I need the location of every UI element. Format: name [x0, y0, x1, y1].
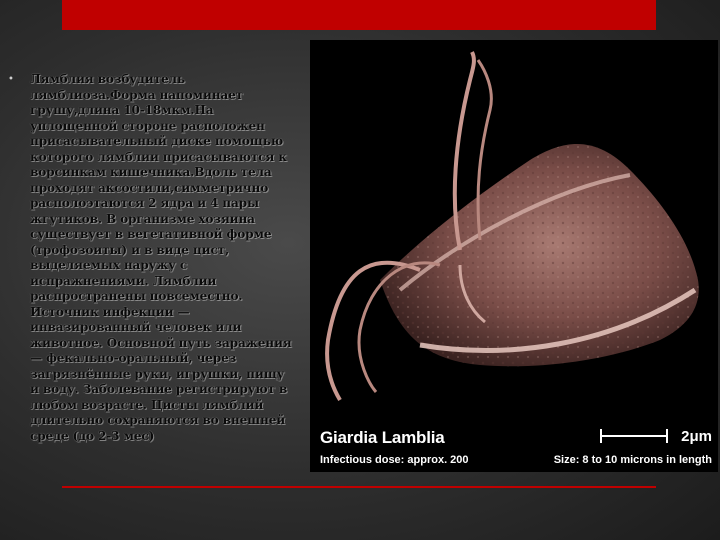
scale-bar-tick — [666, 429, 668, 443]
slide-body-text: Лямблия возбудитель лямблиоза.Форма напоминает грушу,длина 10-18мкм.На уплощенной стороне расположен присасывательный диске помощью которого лямблии присасываются к ворсинкам кишечника.Вдоль тела проходят аксостили,симметрично располоэтаются 2 ядра и 4 пары жгутиков. В организме хозяина существует в вегетативной форме (трофозоиты) и в виде цист, выделяемых наружу с испражнениями. Лямблии распространены повсеместно. Источник инфекции — инвазированный человек или животное. Основной путь заражения — фекально-оральный, через загрязнённые руки, игрушки, пищу и воду. Заболевание регистрируют в любом возрасте. Цисты лямблий длительно сохраняются во внешней среде (до 2-3 мес) — [30, 72, 292, 443]
infectious-dose-caption: Infectious dose: approx. 200 — [320, 454, 469, 466]
scale-label: 2μm — [681, 428, 712, 445]
bullet-marker: • — [8, 74, 14, 85]
bottom-divider — [62, 486, 656, 488]
giardia-organism-illustration — [310, 40, 718, 472]
image-caption-title: Giardia Lamblia — [320, 428, 445, 447]
top-accent-bar — [62, 0, 656, 30]
size-caption: Size: 8 to 10 microns in length — [553, 454, 712, 466]
microscope-image — [310, 40, 718, 472]
scale-bar — [600, 435, 668, 437]
